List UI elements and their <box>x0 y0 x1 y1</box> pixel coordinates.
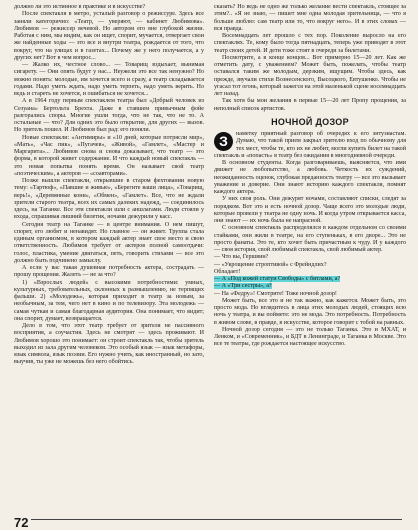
paragraph: Посмотрите, а в конце концов... Вот примерно 15—20 лет. Как же отметить дату, с уважением? Может быть, пожелать, чтобы театр оставался таким же молодым, дерзким, ищущим. Чтобы здесь, как прежде, звучали стихи Вознесенского, Высоцкого, Евтушенко. Чтобы не угасал тот огонь, который зажегся на этой маленькой сцене восемнадцать лет назад. <box>214 54 406 97</box>
highlighted-text: — А «Три сестры», а? <box>214 283 272 290</box>
highlighted-text: — А «Под кожей статуи Свободы» с битлами, а? <box>214 276 341 282</box>
drop-cap: З <box>214 132 233 151</box>
paragraph: Новые спектакли: «Антимиры» и «10 дней, которые потрясли мир», «Мать», «Час пик», «Пугачев», «Живой», «Гамлет», «Мастер и Маргарита»... Любимов снова и снова доказывает, что театр — это форма, в которой живет содержание. И что каждый новый спектакль — это новая попытка понять время. Он называет свой театр «поэтическим», а актеров — «соавторами». <box>14 134 204 177</box>
paragraph: После спектакля в метро, усталый разговор о режиссуре. Здесь все заняли категорично: «Театр, — уверяют, — кабинет Любимова». Любимов — режиссер вечевой. Но автором его вне глубокой жизни. Работая с ним, мы видим, как он ищет, спорит, мучается, отвергает свои же найденные ходы — это все и внутри театра, рождается от того, что вокруг, что на улицах и в газетах... Почему же у него получается, а у других нет? Вот в чем вопрос... <box>14 11 204 61</box>
paragraph: Дело в том, что этот театр требует от зрителя не пассивного восприятия, а соучастия. Здесь не смотрят — здесь проживают. И Любимов хорошо это понимает: он строит спектакль так, чтобы зритель выходил из зала другим человеком. Это особый язык — язык метафоры, язык символа, язык поэзии. Его нужно учить, как иностранный, но зато, выучив, ты уже не можешь без него обойтись. <box>14 323 204 366</box>
dialogue-line: — На «Федру»! Смотрите! Тоже ночной дозор! <box>214 290 337 297</box>
paragraph: — Жалко их, честное слово... — Товарищ вздыхает, вынимая сигарету. — Они опять будут у нас... Неужели это все так ненужно? Но можно понять: молодые, им хочется всего и сразу, а театр складывается годами. Надо уметь ждать, надо уметь терпеть, надо уметь верить. Но ведь и стареть не хочется, и ошибаться не хочется... <box>14 62 204 97</box>
left-column <box>14 4 204 367</box>
paragraph: А если у вас такая душевная потребность актера, сострадать — прошу прощения. Жалеть — не за что? <box>14 265 204 279</box>
right-column <box>214 4 406 349</box>
page-number: 72 <box>14 515 31 530</box>
paragraph: Ночной дозор сегодня — это не только Таганка. Это и МХАТ, и Ленком, и «Современник», и БДТ в Ленинграде, и Таганка в Москве. Это все те театры, где рождается настоящее искусство. <box>214 326 406 348</box>
dialogue-line <box>214 276 406 283</box>
lead-text: наметку приятный разговор об очередях к его энтузиастам. Думаю, что такой прием закрыл зрителю вход по обычному для тех мест, чтобы те, кто их не любит, могли купить билет на такой спектакль и «попасть» в театр без ожидания в многодневной очереди. <box>214 131 406 159</box>
dialogue-line: — «Укрощение строптивой» с Фрейндлих? <box>214 261 327 268</box>
paragraph: 1) «Взрослых людей» с высокими потребностями: умных, культурных, требовательных, склонных к размышлению, не терпящих фальши. 2) «Молодежь», которая приходит в театр за новым, за необычным, за тем, чего нет в кино и по телевизору. Эта молодежь — самая чуткая и самая благодарная аудитория. Она понимает, что видит; она спорит, думает, возвращается. <box>14 279 204 322</box>
dialogue-line: — Что вы, Гершвин? <box>214 254 269 261</box>
dialogue-line <box>214 283 406 290</box>
paragraph: должно ли это истинное в практике и в искусстве? <box>14 4 146 10</box>
paragraph: Сегодня театр на Таганке — в центре внимания. О нем пишут, спорят, его любят и ненавидят. Но главное — он живет. Труппа стала единым организмом, в котором каждый актер знает свое место и свою ответственность. Любимов требует от актеров полной самоотдачи: голос, пластика, умение двигаться, петь, говорить стихами — все это должно быть подчинено замыслу. <box>14 221 204 264</box>
paragraph: сказать? Но ведь не одно же только желание вести спектакль, стоящее за этим?.. «Я не знаю, — пишет мне одна молодая зрительница, — что я больше люблю: сам театр или то, что вокруг него». И в этих словах — вся правда. <box>214 4 406 32</box>
paragraph: В основном студенты. Когда разговариваешь, выясняется, что ими движет не любопытство, а любовь. Четкость их суждений, неожиданность оценок, глубокая преданность театру — все это вызывает уважение и доверие. Они знают историю каждого спектакля, помнят каждого актера. <box>214 160 406 195</box>
paragraph: С основном спектакль распределялся в каждом отдельном со своими стайками, они жили в театре, на его ступеньках, в его дворе... Это не просто фанаты. Это те, кто хочет быть причастным к чуду. И у каждого — своя история, свой любимый спектакль, свой любимый актер. <box>214 225 406 253</box>
paragraph: А в 1964 году первым спектаклем театра был «Добрый человек из Сезуана» Бертольта Брехта. Даже в ставшем привычным фойе разгорались споры. Многие ушли тогда, что не так, что не то. А остальные — что? Для одних это было открытие, для других — вызов. Но зритель пошел. И Любимов был рад: его поняли. <box>14 98 204 134</box>
bottom-rule <box>20 519 402 520</box>
paragraph: Позже вышли спектакли, открывшие в старом фехтовании новую тему: «Тартюф», «Павшие и живые», «Берегите ваши лица», «Товарищ, верь!», «Деревянные кони», «Обмен», «Гамлет». Все, что не ждали зрители старого театра, всех их самых далеких надежд, — соединилось здесь, на Таганке. Все эти спектакли шли с аншлагами. Люди стояли у входа, спрашивая лишний билетик, ночами дежурили у касс. <box>14 178 204 221</box>
article-lead <box>214 131 406 160</box>
paragraph: Так хотя бы мои желания в первые 15—20 лет Пропу прощения, за неполный список артистов. <box>214 98 406 112</box>
paragraph: Может быть, все это и не так важно, как кажется. Может быть, это просто мода. Но вглядитесь в лица этих молодых людей, стоящих всю ночь у театра, и вы поймете: это не мода. Это потребность. Потребность в живом слове, в правде, в искусстве, которое говорит с тобой на равных. <box>214 297 406 326</box>
dialogue-line: Обладает! <box>214 268 241 275</box>
paragraph: У них своя роль. Они дежурят ночами, составляют списки, следят за порядком. Вот это и есть ночной дозор. Чаще всего это молодые люди, которые провели у театра не одну ночь. И когда утром открывается касса, они знают — их ночь была не напрасной. <box>214 196 406 224</box>
section-title: НОЧНОЙ ДОЗОР <box>271 116 349 127</box>
paragraph: Восемнадцать лет прошло с тех пор. Поколение выросло на его спектаклях. Те, кому было тогда пятнадцать, теперь уже приводят в этот театр своих детей. И дети тоже стоят в очереди за билетами. <box>214 33 406 54</box>
